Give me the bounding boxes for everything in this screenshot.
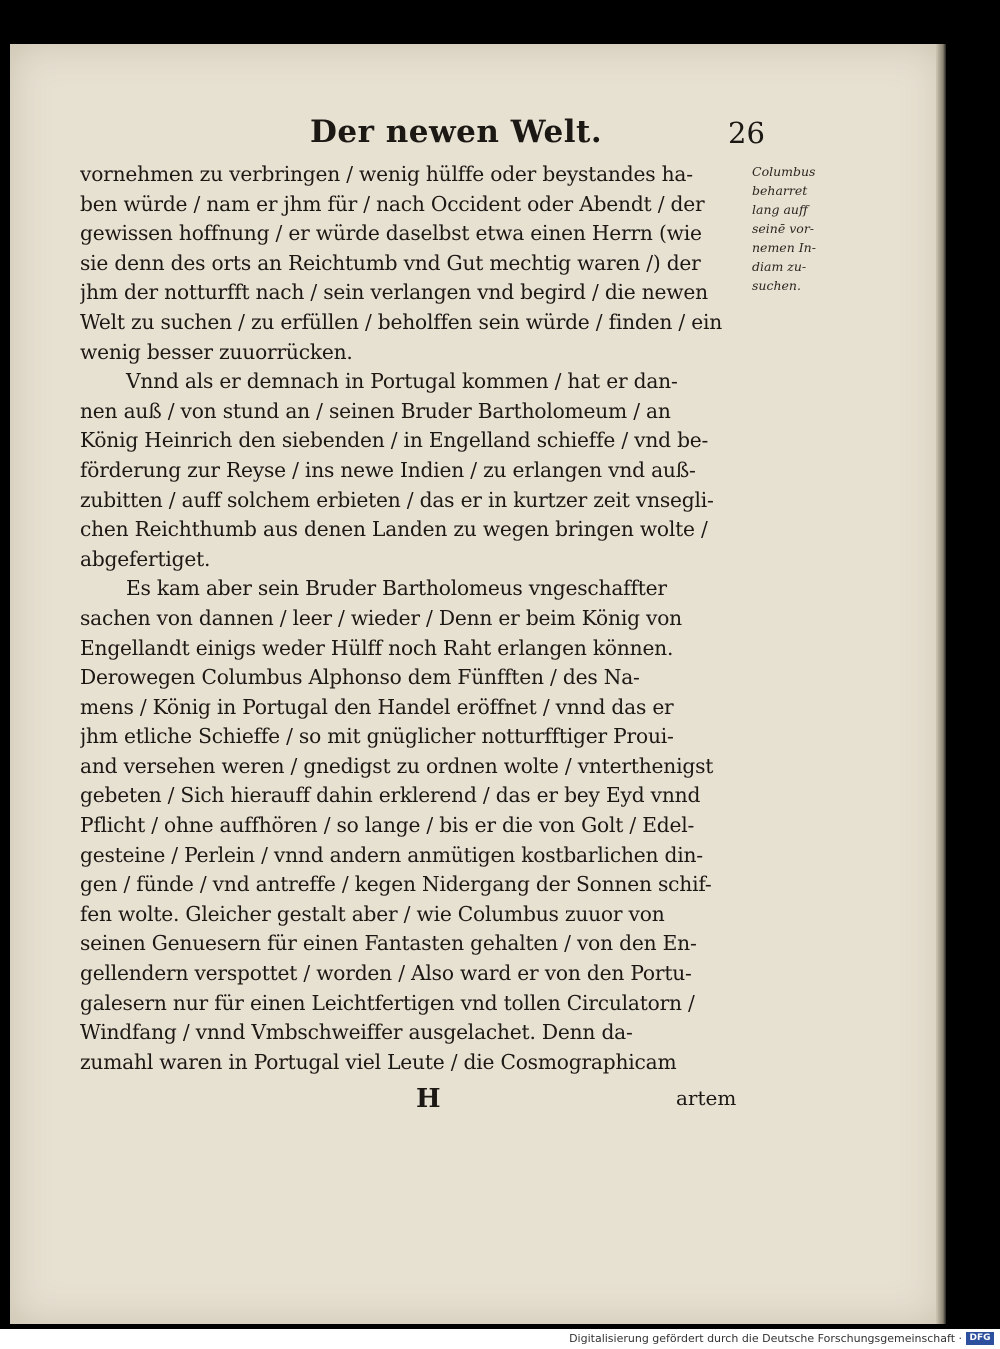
text-line: jhm etliche Schieffe / so mit gnüglicher notturfftiger Proui- [80, 724, 674, 749]
text-line: sachen von dannen / leer / wieder / Denn er beim König von [80, 605, 682, 630]
text-line: Welt zu suchen / zu erfüllen / beholffen sein würde / finden / ein [80, 309, 723, 334]
text-line: ben würde / nam er jhm für / nach Occident oder Abendt / der [80, 191, 705, 216]
marginal-note-line: Columbus [752, 164, 816, 179]
text-line: seinen Genuesern für einen Fantasten gehalten / von den En- [80, 931, 697, 956]
text-line: Es kam aber sein Bruder Bartholomeus vngeschaffter [126, 576, 667, 601]
book-page [10, 44, 942, 1324]
text-line: gesteine / Perlein / vnnd andern anmütigen kostbarlichen din- [80, 842, 703, 867]
text-line: gen / fünde / vnd antreffe / kegen Nidergang der Sonnen schif- [80, 872, 712, 897]
body-text [80, 160, 748, 1077]
page-number: 26 [728, 116, 765, 150]
marginal-note-line: diam zu- [752, 259, 807, 274]
text-line: Vnnd als er demnach in Portugal kommen / hat er dan- [126, 369, 678, 394]
text-line: sie denn des orts an Reichtumb vnd Gut mechtig waren /) der [80, 250, 701, 275]
text-line: vornehmen zu verbringen / wenig hülffe oder beystandes ha- [80, 162, 693, 186]
text-line: König Heinrich den siebenden / in Engelland schieffe / vnd be- [80, 428, 709, 453]
text-line: zumahl waren in Portugal viel Leute / die Cosmographicam [80, 1049, 677, 1074]
running-title: Der newen Welt. [310, 114, 603, 150]
text-line: gellendern verspottet / worden / Also ward er von den Portu- [80, 961, 692, 986]
marginal-note [752, 162, 844, 295]
text-line: zubitten / auff solchem erbieten / das er in kurtzer zeit vnsegli- [80, 487, 714, 512]
text-line: jhm der notturfft nach / sein verlangen vnd begird / die newen [80, 280, 708, 305]
text-line: Windfang / vnnd Vmbschweiffer ausgelachet. Denn da- [80, 1020, 633, 1045]
text-line: galesern nur für einen Leichtfertigen vnd tollen Circulatorn / [80, 990, 695, 1015]
text-line: chen Reichthumb aus denen Landen zu wegen bringen wolte / [80, 517, 708, 542]
text-line: gebeten / Sich hierauff dahin erklerend / das er bey Eyd vnnd [80, 783, 701, 808]
marginal-note-line: seinē vor- [752, 221, 815, 236]
marginal-note-line: beharret [752, 183, 808, 198]
text-line: abgefertiget. [80, 546, 211, 571]
text-line: Engellandt einigs weder Hülff noch Raht erlangen können. [80, 635, 674, 660]
text-line: förderung zur Reyse / ins newe Indien / zu erlangen vnd auß- [80, 457, 696, 482]
text-line: nen auß / von stund an / seinen Bruder Bartholomeum / an [80, 398, 671, 423]
text-line: Derowegen Columbus Alphonso dem Fünfften / des Na- [80, 665, 640, 690]
funding-credit: Digitalisierung gefördert durch die Deutsche Forschungsgemeinschaft · [569, 1332, 962, 1345]
text-line: wenig besser zuuorrücken. [80, 339, 353, 364]
text-line: and versehen weren / gnedigst zu ordnen wolte / vnterthenigst [80, 753, 714, 778]
catchword: artem [676, 1086, 737, 1110]
text-line: gewissen hoffnung / er würde daselbst etwa einen Herrn (wie [80, 221, 702, 246]
marginal-note-line: lang auff [752, 202, 808, 217]
text-line: mens / König in Portugal den Handel eröffnet / vnnd das er [80, 694, 674, 719]
marginal-note-line: suchen. [752, 278, 801, 293]
text-line: fen wolte. Gleicher gestalt aber / wie Columbus zuuor von [80, 901, 665, 926]
dfg-logo[interactable]: DFG [966, 1332, 994, 1345]
signature-mark: H [416, 1084, 441, 1114]
marginal-note-line: nemen In- [752, 240, 816, 255]
footer-bar [0, 1329, 1000, 1349]
page-edge [936, 44, 946, 1324]
running-head [10, 114, 942, 154]
text-line: Pflicht / ohne auffhören / so lange / bis er die von Golt / Edel- [80, 813, 695, 838]
